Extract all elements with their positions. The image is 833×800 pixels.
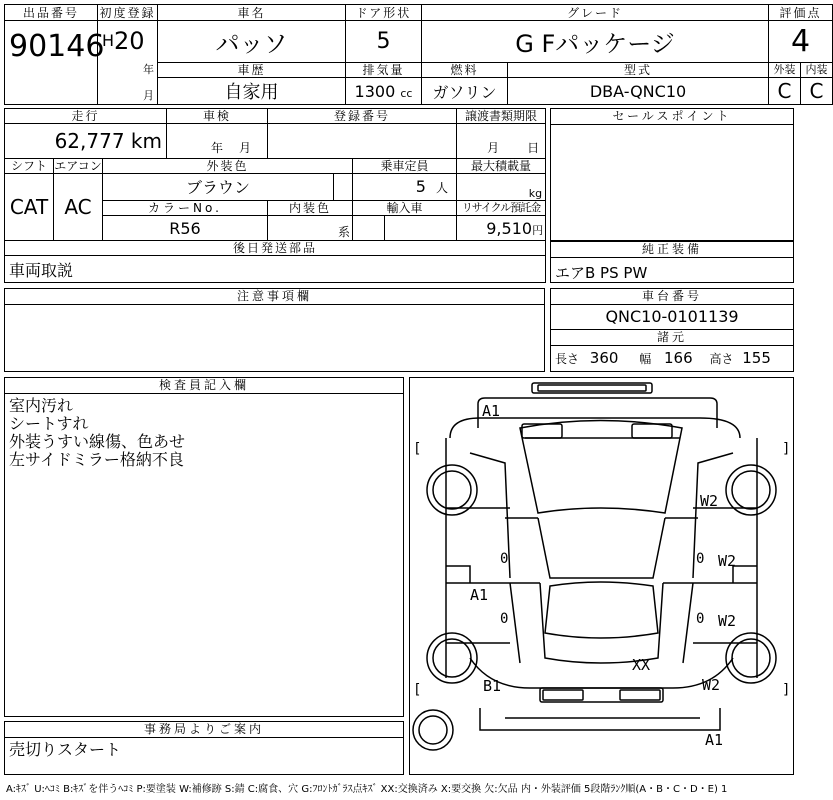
mark-left-rear: B1 xyxy=(483,677,502,695)
displacement: 1300 xyxy=(354,81,396,101)
import-b xyxy=(385,215,457,240)
first-reg-cell xyxy=(98,21,158,105)
month-unit: 月 xyxy=(143,89,154,102)
mark-zero-1: 0 xyxy=(500,551,509,567)
import-label: 輸入車 xyxy=(353,200,457,215)
body-color: ブラウン xyxy=(103,174,334,200)
car-diagram-box xyxy=(409,377,794,775)
person-unit: 人 xyxy=(436,181,449,196)
equipment-list: エアB PS PW xyxy=(555,264,648,282)
door-count: 5 xyxy=(346,21,422,63)
height-label: 高さ xyxy=(709,352,734,366)
office-box xyxy=(4,721,404,775)
door-label: ドア形状 xyxy=(346,5,422,21)
sales-points-box xyxy=(550,108,794,241)
lot-number: 90146 xyxy=(5,21,98,105)
color-number: R56 xyxy=(103,215,268,240)
mark-front-right-door: W2 xyxy=(718,552,737,570)
inspector-box xyxy=(4,377,404,717)
width-value: 166 xyxy=(664,349,693,367)
parts: 車両取説 xyxy=(5,256,546,283)
office-text: 売切りスタート xyxy=(9,740,122,759)
bracket-fr: ] xyxy=(782,441,791,457)
height-value: 155 xyxy=(742,349,771,367)
score-label: 評価点 xyxy=(769,5,833,21)
intcolor-unit: 系 xyxy=(268,215,353,240)
recycle-cell xyxy=(457,215,546,240)
first-reg-year: 20 xyxy=(114,27,145,55)
fuel-label: 燃料 xyxy=(422,63,508,78)
transfer-cell xyxy=(457,124,546,159)
interior-grade: C xyxy=(801,78,833,105)
era: H xyxy=(102,31,115,50)
mileage: 62,777 xyxy=(54,129,125,154)
model-code: DBA-QNC10 xyxy=(508,78,769,105)
chassis-number: QNC10-0101139 xyxy=(551,305,793,330)
color-label: 外装色 xyxy=(103,158,353,173)
intcolor-label: 内装色 xyxy=(268,200,353,215)
load-label: 最大積載量 xyxy=(457,158,546,173)
year-unit: 年 xyxy=(143,63,154,76)
grade-label: グレード xyxy=(422,5,769,21)
mileage-cell xyxy=(5,124,167,159)
disp-label: 排気量 xyxy=(346,63,422,78)
car-name: パッソ xyxy=(158,21,346,63)
transfer-label: 譲渡書類期限 xyxy=(457,109,546,124)
aircon: AC xyxy=(54,174,103,241)
bracket-fl: [ xyxy=(413,441,422,457)
import-a xyxy=(353,215,385,240)
notes-title: 注意事項欄 xyxy=(5,289,544,305)
model-label: 型式 xyxy=(508,63,769,78)
mark-zero-2: 0 xyxy=(696,551,705,567)
length-label: 長さ xyxy=(555,352,580,366)
cc-unit: cc xyxy=(400,86,413,100)
shaken-year-unit: 年 xyxy=(211,140,224,155)
capacity-cell xyxy=(353,174,457,200)
color-extra xyxy=(334,174,353,200)
fuel: ガソリン xyxy=(422,78,508,105)
chassis-title: 車台番号 xyxy=(551,289,793,305)
exterior-grade: C xyxy=(769,78,801,105)
recycle-label: リサイクル預託金 xyxy=(457,200,546,215)
width-label: 幅 xyxy=(639,352,652,366)
equipment-box xyxy=(550,241,794,283)
transfer-month-unit: 月 xyxy=(487,140,500,155)
history-label: 車歴 xyxy=(158,63,346,78)
mark-rear-right-door: W2 xyxy=(718,612,737,630)
transfer-day-unit: 日 xyxy=(527,140,540,155)
dims-row xyxy=(551,346,793,367)
mileage-label: 走行 xyxy=(5,109,167,124)
mark-roof: XX xyxy=(632,656,651,674)
dims-title: 諸元 xyxy=(551,330,793,346)
capacity-label: 乗車定員 xyxy=(353,158,457,173)
interior-label: 内装 xyxy=(801,63,833,78)
shift: CAT xyxy=(5,174,54,241)
sales-points-title: セールスポイント xyxy=(551,109,793,125)
car-diagram xyxy=(410,378,793,774)
exterior-label: 外装 xyxy=(769,63,801,78)
damage-legend: A:ｷｽﾞ U:ﾍｺﾐ B:ｷｽﾞを伴うﾍｺﾐ P:要塗装 W:補修跡 S:錆 C:腐食、穴 G:ﾌﾛﾝﾄｶﾞﾗｽ点ｷｽﾞ XX:交換済み X:要交換 欠:欠品 内・外装評価 5段階ﾗﾝｸ順(A・B・C・D・E) 1 xyxy=(6,784,728,795)
shaken-label: 車検 xyxy=(167,109,268,124)
bracket-rl: [ xyxy=(413,682,422,698)
length-value: 360 xyxy=(589,349,619,367)
mark-zero-3: 0 xyxy=(500,611,509,627)
grade: G Fパッケージ xyxy=(422,21,769,63)
score: 4 xyxy=(769,21,833,63)
mark-rear-right-tire: W2 xyxy=(702,676,721,694)
bracket-rr: ] xyxy=(782,682,791,698)
notes-box xyxy=(4,288,545,372)
equipment-title: 純正装備 xyxy=(551,242,793,258)
mark-rear: A1 xyxy=(705,731,724,749)
yen-unit: 円 xyxy=(532,223,544,237)
colorno-label: カラーNo. xyxy=(103,200,268,215)
regno-value xyxy=(268,124,457,159)
shift-label: シフト xyxy=(5,158,54,173)
history: 自家用 xyxy=(158,78,346,105)
capacity: 5 xyxy=(415,177,426,197)
chassis-box xyxy=(550,288,794,372)
first-reg-label: 初度登録 xyxy=(99,5,156,20)
recycle-fee: 9,510 xyxy=(486,218,533,238)
office-title: 事務局よりご案内 xyxy=(5,722,403,738)
km-unit: km xyxy=(130,129,162,154)
parts-label: 後日発送部品 xyxy=(5,241,546,256)
mark-zero-4: 0 xyxy=(696,611,705,627)
load-unit: kg xyxy=(457,174,546,200)
header-table xyxy=(4,4,833,105)
spec-table xyxy=(4,108,546,283)
lot-label: 出品番号 xyxy=(5,5,98,21)
mark-front: A1 xyxy=(482,402,501,420)
car-name-label: 車名 xyxy=(158,5,346,21)
regno-label: 登録番号 xyxy=(268,109,457,124)
inspector-text: 室内汚れ シートすれ 外装うすい線傷、色あせ 左サイドミラー格納不良 xyxy=(9,396,186,469)
mark-front-right-tire: W2 xyxy=(700,492,719,510)
mark-left-mid: A1 xyxy=(470,586,489,604)
shaken-month-unit: 月 xyxy=(239,140,252,155)
inspector-title: 検査員記入欄 xyxy=(5,378,403,394)
ac-label: エアコン xyxy=(54,158,102,173)
displacement-cell xyxy=(346,78,422,105)
shaken-cell xyxy=(167,124,268,159)
